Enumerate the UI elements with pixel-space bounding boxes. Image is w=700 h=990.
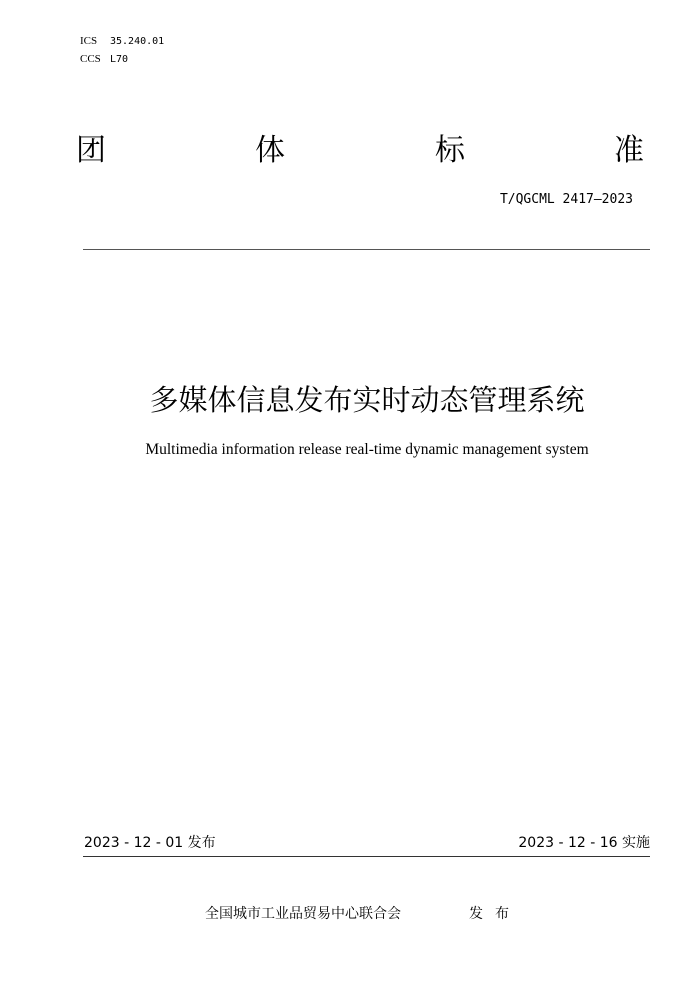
ics-line — [80, 34, 164, 49]
publisher-action: 发布 — [469, 906, 521, 922]
header-char-biao: 标 — [435, 133, 465, 168]
header-char-zhun: 准 — [614, 133, 644, 168]
top-divider — [83, 249, 650, 250]
bottom-divider — [83, 856, 650, 857]
ccs-label: CCS — [80, 53, 101, 65]
title-chinese: 多媒体信息发布实时动态管理系统 — [149, 383, 585, 417]
standard-number: T/QGCML 2417—2023 — [499, 192, 633, 207]
ics-label: ICS — [80, 35, 98, 47]
implementation-date: 2023 - 12 - 16 实施 — [518, 835, 650, 851]
header-char-ti: 体 — [255, 133, 285, 168]
publisher-name: 全国城市工业品贸易中心联合会 — [205, 906, 401, 922]
release-date: 2023 - 12 - 01 发布 — [84, 835, 216, 851]
ccs-value: L70 — [110, 54, 129, 65]
ics-value: 35.240.01 — [110, 36, 165, 47]
ccs-line — [80, 52, 128, 67]
title-english: Multimedia information release real-time dynamic management system — [145, 441, 589, 458]
header-char-tuan: 团 — [76, 133, 106, 168]
